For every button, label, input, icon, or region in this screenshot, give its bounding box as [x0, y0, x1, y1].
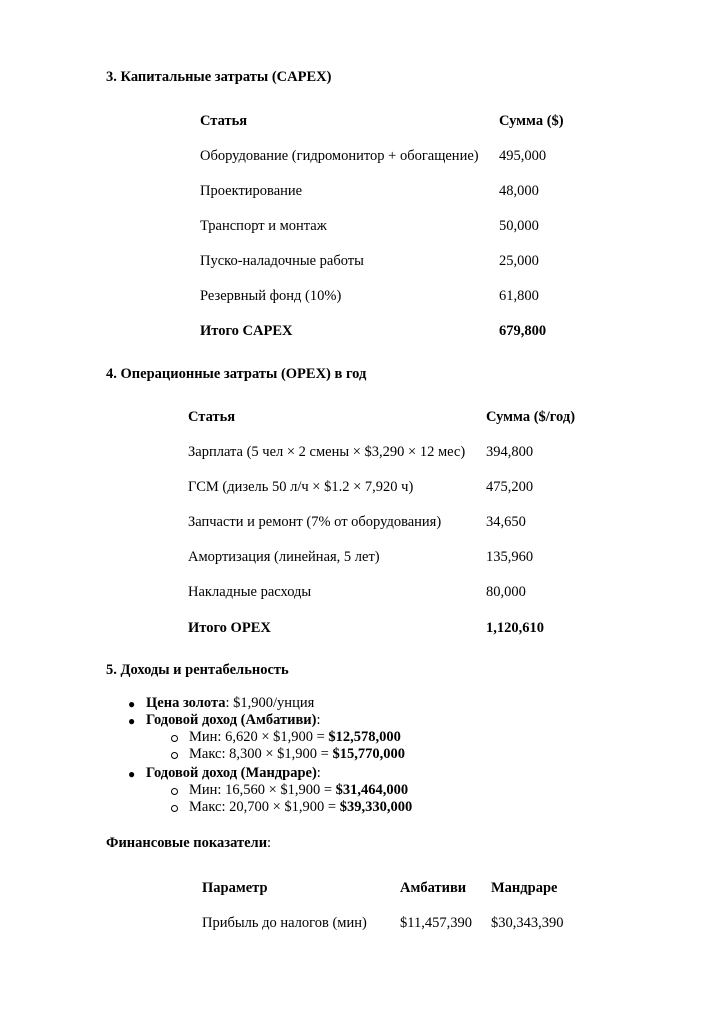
list-item: [189, 782, 408, 799]
list-item: [146, 695, 314, 712]
list-item: [189, 746, 405, 763]
table-row-ambativi: $11,457,390: [400, 915, 472, 931]
list-item: [189, 729, 401, 746]
bullet-icon: ●: [128, 767, 136, 781]
fin-heading-text: Финансовые показатели: [106, 835, 268, 851]
table-row-amount: 135,960: [486, 549, 534, 565]
ambativi-max-text: Макс: 8,300 × $1,900 =: [189, 746, 333, 762]
list-item: [146, 765, 321, 782]
fin-col-mandrare: Мандраре: [491, 880, 558, 896]
opex-heading: 4. Операционные затраты (OPEX) в год: [106, 366, 367, 382]
capex-total-label: Итого CAPEX: [200, 323, 293, 339]
table-row-amount: 394,800: [486, 444, 534, 460]
fin-heading: [106, 835, 271, 852]
circle-bullet-icon: [171, 805, 178, 812]
mandrare-max-value: $39,330,000: [339, 799, 413, 815]
gold-price-label: Цена золота: [146, 695, 226, 711]
table-row-param: Прибыль до налогов (мин): [202, 915, 367, 931]
ambativi-max-value: $15,770,000: [332, 746, 405, 762]
fin-col-ambativi: Амбативи: [400, 880, 467, 896]
colon: :: [316, 712, 321, 728]
capex-heading: 3. Капитальные затраты (CAPEX): [106, 69, 332, 85]
table-row-item: Зарплата (5 чел × 2 смены × $3,290 × 12 мес): [188, 444, 466, 460]
table-row-amount: 25,000: [499, 253, 539, 269]
table-row-item: Пуско-наладочные работы: [200, 253, 364, 269]
table-row-item: Накладные расходы: [188, 584, 312, 600]
opex-total-label: Итого OPEX: [188, 620, 271, 636]
mandrare-income-label: Годовой доход (Мандраре): [146, 765, 317, 781]
opex-col-amount: Сумма ($/год): [486, 409, 576, 425]
table-row-amount: 61,800: [499, 288, 539, 304]
list-item: [189, 799, 412, 816]
table-row-amount: 50,000: [499, 218, 539, 234]
table-row-item: ГСМ (дизель 50 л/ч × $1.2 × 7,920 ч): [188, 479, 414, 495]
colon: :: [267, 835, 272, 851]
opex-col-item: Статья: [188, 409, 236, 425]
circle-bullet-icon: [171, 752, 178, 759]
circle-bullet-icon: [171, 735, 178, 742]
table-row-item: Транспорт и монтаж: [200, 218, 327, 234]
ambativi-min-value: $12,578,000: [328, 729, 401, 745]
ambativi-income-label: Годовой доход (Амбативи): [146, 712, 317, 728]
table-row-amount: 80,000: [486, 584, 526, 600]
capex-col-item: Статья: [200, 113, 248, 129]
table-row-amount: 495,000: [499, 148, 547, 164]
opex-total-amount: 1,120,610: [486, 620, 544, 636]
bullet-icon: ●: [128, 714, 136, 728]
table-row-amount: 48,000: [499, 183, 539, 199]
capex-total-amount: 679,800: [499, 323, 547, 339]
gold-price-value: : $1,900/унция: [225, 695, 315, 711]
fin-col-param: Параметр: [202, 880, 268, 896]
table-row-item: Оборудование (гидромонитор + обогащение): [200, 148, 479, 164]
colon: :: [316, 765, 321, 781]
table-row-item: Проектирование: [200, 183, 303, 199]
table-row-amount: 475,200: [486, 479, 534, 495]
table-row-amount: 34,650: [486, 514, 526, 530]
mandrare-min-value: $31,464,000: [335, 782, 409, 798]
table-row-item: Резервный фонд (10%): [200, 288, 342, 304]
table-row-item: Амортизация (линейная, 5 лет): [188, 549, 380, 565]
list-item: [146, 712, 321, 729]
mandrare-min-text: Мин: 16,560 × $1,900 =: [189, 782, 336, 798]
income-heading: 5. Доходы и рентабельность: [106, 662, 289, 678]
circle-bullet-icon: [171, 788, 178, 795]
bullet-icon: ●: [128, 697, 136, 711]
ambativi-min-text: Мин: 6,620 × $1,900 =: [189, 729, 329, 745]
table-row-item: Запчасти и ремонт (7% от оборудования): [188, 514, 442, 530]
capex-col-amount: Сумма ($): [499, 113, 564, 129]
mandrare-max-text: Макс: 20,700 × $1,900 =: [189, 799, 340, 815]
table-row-mandrare: $30,343,390: [491, 915, 564, 931]
